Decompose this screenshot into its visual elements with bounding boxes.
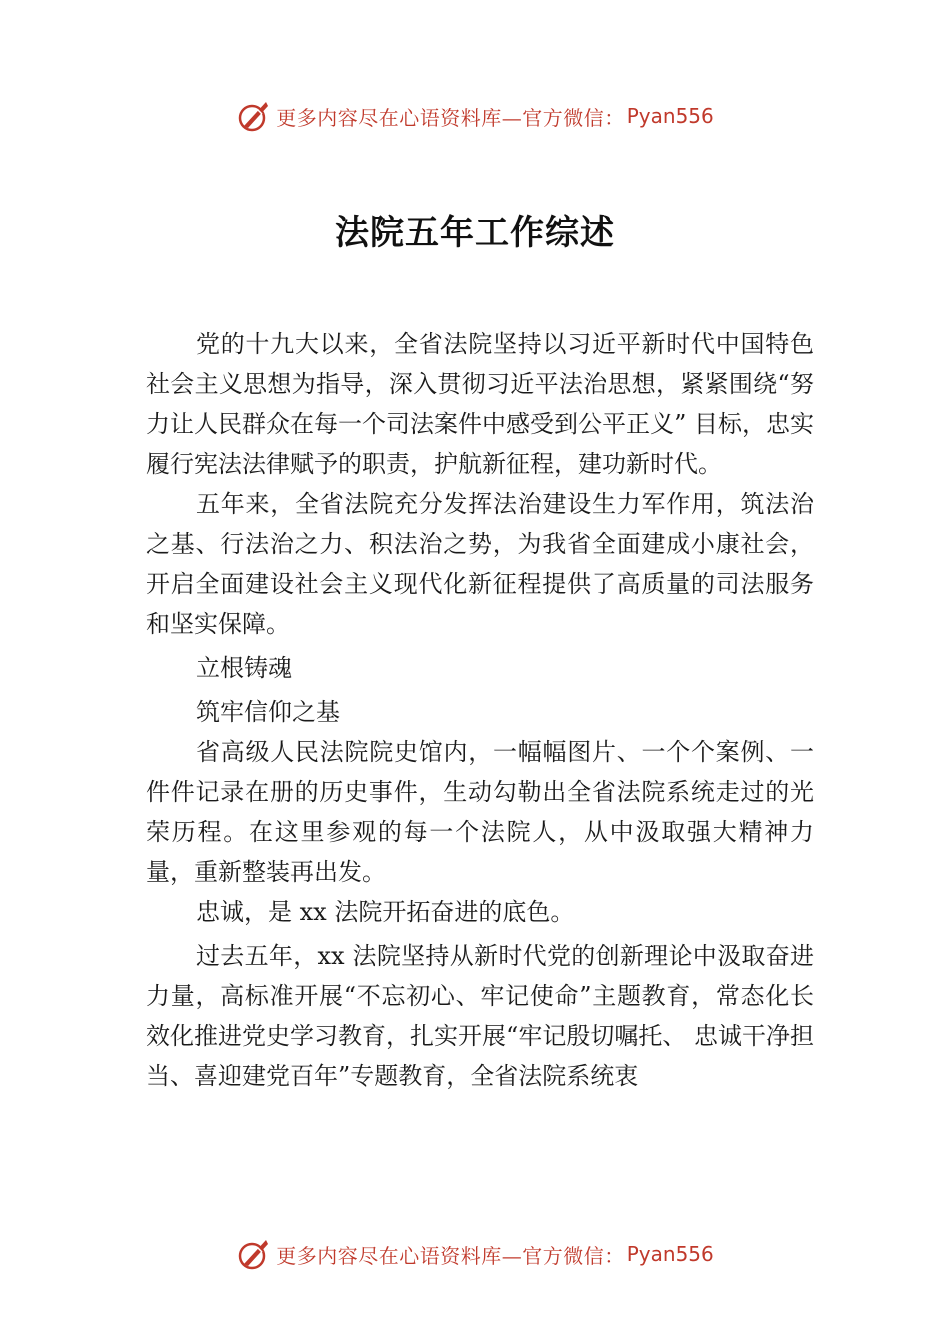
quill-logo-icon (236, 1236, 272, 1272)
section-subheading: 筑牢信仰之基 (196, 698, 340, 726)
footer-banner (0, 1234, 950, 1274)
paragraph: 党的十九大以来，全省法院坚持以习近平新时代中国特色社会主义思想为指导，深入贯彻习近平法治思想，紧紧围绕“努力让人民群众在每一个司法案件中感受到公平正义” 目标，忠实履行宪法法律赋予的职责，护航新征程，建功新时代。 (146, 330, 814, 478)
page-title: 法院五年工作综述 (335, 213, 615, 253)
paragraph: 五年来，全省法院充分发挥法治建设生力军作用，筑法治之基、行法治之力、积法治之势，为我省全面建成小康社会，开启全面建设社会主义现代化新征程提供了高质量的司法服务和坚实保障。 (146, 490, 814, 638)
footer-banner-text: 更多内容尽在心语资料库—官方微信： (276, 1243, 625, 1268)
header-banner-text: 更多内容尽在心语资料库—官方微信： (276, 105, 625, 130)
document-body (146, 324, 814, 1096)
header-banner-id: Pyan556 (626, 104, 714, 128)
header-banner (0, 96, 950, 136)
section-heading: 立根铸魂 (196, 654, 292, 682)
paragraph: 忠诚，是 xx 法院开拓奋进的底色。 (196, 898, 575, 926)
paragraph: 过去五年，xx 法院坚持从新时代党的创新理论中汲取奋进力量，高标准开展“不忘初心、牢记使命”主题教育，常态化长效化推进党史学习教育，扎实开展“牢记殷切嘱托、 忠诚干净担当、喜迎建党百年”专题教育，全省法院系统衷 (146, 942, 814, 1090)
footer-banner-id: Pyan556 (626, 1242, 714, 1266)
paragraph: 省高级人民法院院史馆内，一幅幅图片、一个个案例、一件件记录在册的历史事件，生动勾勒出全省法院系统走过的光荣历程。在这里参观的每一个法院人，从中汲取强大精神力量，重新整装再出发。 (146, 738, 814, 886)
quill-logo-icon (236, 98, 272, 134)
